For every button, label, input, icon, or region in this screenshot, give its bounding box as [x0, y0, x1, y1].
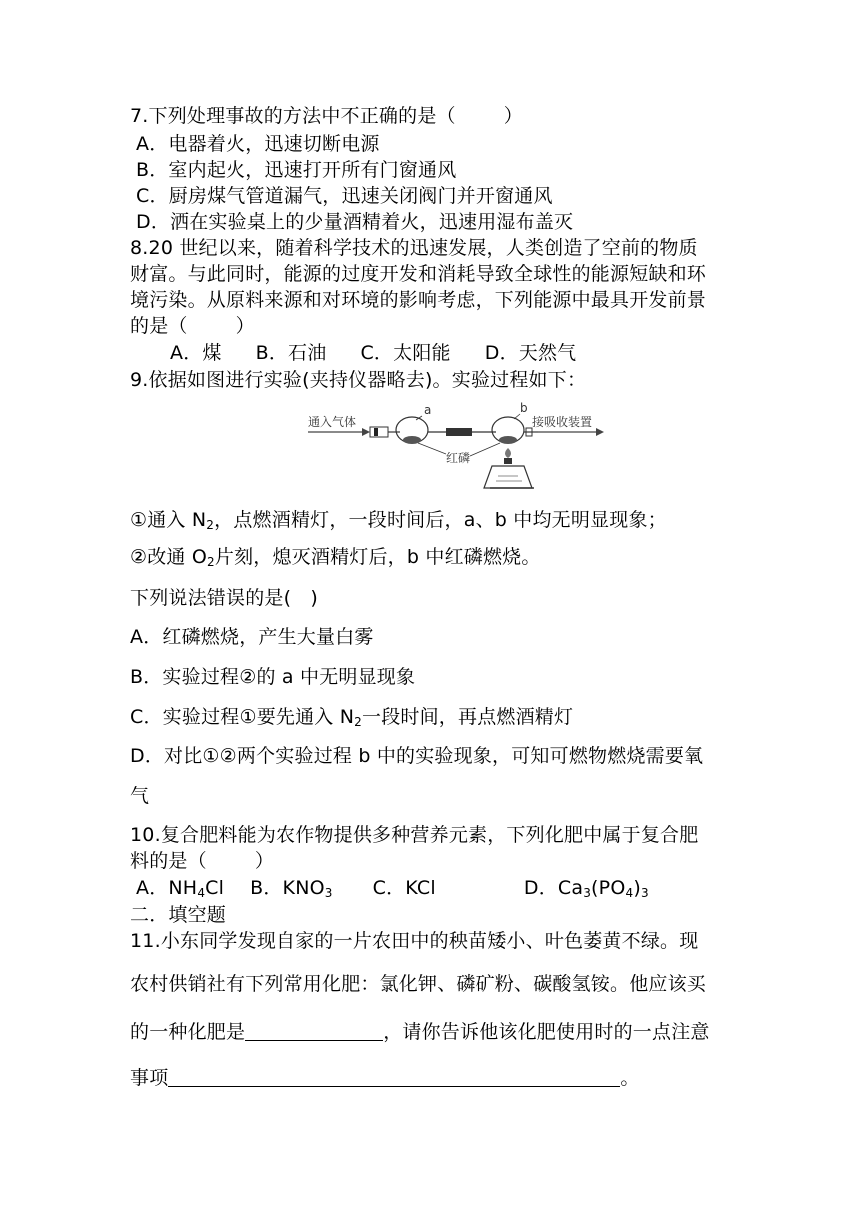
lamp-flame: [505, 448, 511, 458]
q8-option-b: B．石油: [255, 342, 327, 364]
q7-option-a: A．电器着火，迅速切断电源: [136, 133, 380, 155]
q11-answer-blank-fertilizer[interactable]: [245, 1020, 383, 1041]
q7-stem: 7.下列处理事故的方法中不正确的是（ ）: [130, 105, 523, 127]
q7-option-d: D．洒在实验桌上的少量酒精着火，迅速用湿布盖灭: [136, 211, 574, 233]
q7-option-c: C．厨房煤气管道漏气，迅速关闭阀门并开窗通风: [136, 185, 553, 207]
section-heading-fill-blank: 二．填空题: [130, 904, 227, 926]
red-phosphorus-b: [499, 436, 517, 444]
diagram-label-a: a: [424, 403, 432, 417]
q8-stem-line1: 8.20 世纪以来，随着科学技术的迅速发展，人类创造了空前的物质: [130, 237, 698, 259]
diagram-label-gas-in: 通入气体: [308, 415, 357, 429]
q10-stem-line2: 料的是（ ）: [130, 850, 275, 872]
q10-option-c: C．KCl: [372, 877, 436, 899]
q9-question: 下列说法错误的是( ): [130, 587, 319, 609]
diagram-label-phosphorus: 红磷: [446, 451, 471, 465]
q8-stem-line4: 的是（ ）: [130, 315, 255, 337]
experiment-apparatus-diagram: [300, 398, 620, 498]
q10-stem-line1: 10.复合肥料能为农作物提供多种营养元素，下列化肥中属于复合肥: [130, 824, 699, 846]
q10-option-b: B．$KNO_3$: [250, 877, 333, 900]
q8-options: [170, 341, 576, 365]
q7-option-b: B．室内起火，迅速打开所有门窗通风: [136, 159, 457, 181]
q11-stem-line4: 事项 。: [130, 1067, 640, 1089]
q11-stem-line3: 的一种化肥是 ，请你告诉他该化肥使用时的一点注意: [130, 1021, 710, 1043]
q9-step-1: ①通入 $N_2$，点燃酒精灯，一段时间后，a、b 中均无明显现象；: [130, 509, 667, 532]
q9-option-d-line1: D．对比①②两个实验过程 b 中的实验现象，可知可燃物燃烧需要氧: [130, 745, 704, 767]
q10-option-a: A．$NH_4Cl$: [136, 877, 225, 900]
q9-stem: 9.依据如图进行实验(夹持仪器略去)。实验过程如下：: [130, 369, 587, 391]
q9-option-d-line2: 气: [130, 785, 150, 807]
q9-option-a: A．红磷燃烧，产生大量白雾: [130, 626, 374, 648]
q11-answer-blank-precaution[interactable]: [168, 1066, 620, 1087]
q9-option-b: B．实验过程②的 a 中无明显现象: [130, 666, 416, 688]
q9-step-2: ②改通 $O_2$片刻，熄灭酒精灯后，b 中红磷燃烧。: [130, 546, 541, 569]
q8-option-a: A．煤: [170, 342, 222, 364]
q11-stem-line1: 11.小东同学发现自家的一片农田中的秧苗矮小、叶色萎黄不绿。现: [130, 930, 699, 952]
diagram-label-b: b: [520, 401, 528, 415]
q10-option-d: D．$Ca_3(PO_4)_3$: [523, 877, 649, 900]
q9-option-c: C．实验过程①要先通入 $N_2$一段时间，再点燃酒精灯: [130, 706, 574, 729]
q10-options: [136, 876, 649, 905]
alcohol-lamp: [484, 466, 532, 488]
q8-option-c: C．太阳能: [360, 342, 451, 364]
q11-stem-line2: 农村供销社有下列常用化肥：氯化钾、磷矿粉、碳酸氢铵。他应该买: [130, 973, 707, 995]
diagram-label-absorber: 接吸收装置: [532, 415, 593, 429]
q8-stem-line3: 境污染。从原料来源和对环境的影响考虑，下列能源中最具开发前景: [130, 289, 707, 311]
q8-stem-line2: 财富。与此同时，能源的过度开发和消耗导致全球性的能源短缺和环: [130, 263, 707, 285]
q8-option-d: D．天然气: [484, 342, 577, 364]
